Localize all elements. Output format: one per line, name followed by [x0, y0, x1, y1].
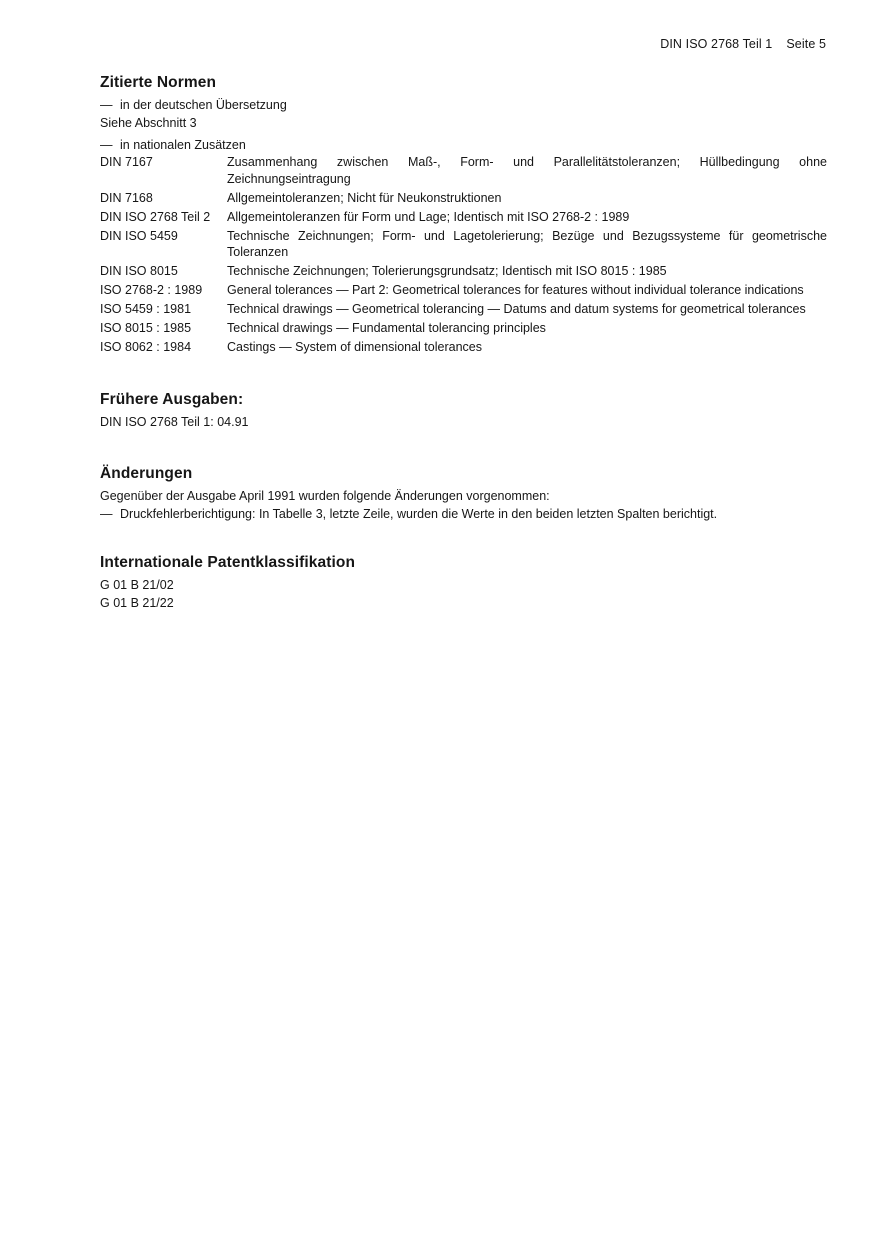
reference-code: DIN ISO 8015 — [100, 264, 178, 278]
reference-title: Allgemeintoleranzen; Nicht für Neukonstruktionen — [227, 190, 502, 205]
document-id: DIN ISO 2768 Teil 1 — [660, 37, 773, 51]
previous-edition-text: DIN ISO 2768 Teil 1: 04.91 — [100, 415, 249, 429]
ipc-code: G 01 B 21/02 — [100, 578, 174, 592]
table-row — [100, 282, 827, 301]
list-item-national — [100, 136, 827, 154]
national-label: in nationalen Zusätzen — [120, 138, 246, 152]
table-row — [100, 339, 827, 358]
heading-zitierte-normen: Zitierte Normen — [100, 74, 217, 91]
reference-code: DIN ISO 5459 — [100, 228, 178, 243]
page-content — [100, 73, 827, 612]
ipc-code: G 01 B 21/22 — [100, 596, 174, 610]
reference-code: DIN 7168 — [100, 190, 153, 205]
reference-title: Technical drawings — Geometrical tolerancing — Datums and datum systems for geometrical tolerances — [227, 302, 806, 316]
reference-title: Technical drawings — Fundamental tolerancing principles — [227, 321, 546, 335]
table-row — [100, 263, 827, 282]
reference-code: ISO 2768-2 : 1989 — [100, 283, 203, 297]
table-row — [100, 209, 827, 228]
heading-patentklassifikation: Internationale Patentklassifikation — [100, 554, 356, 571]
section-patentklassifikation — [100, 553, 827, 612]
dash-marker: — — [100, 98, 113, 112]
dash-marker: — — [100, 507, 113, 521]
table-row — [100, 301, 827, 320]
heading-fruehere-ausgaben: Frühere Ausgaben: — [100, 391, 244, 408]
running-header — [660, 37, 826, 51]
table-row — [100, 228, 827, 264]
reference-title: Zusammenhang zwischen Maß-, Form- und Parallelitätstoleranzen; Hüllbedingung ohne Zeichnungseintragung — [227, 155, 827, 186]
table-row — [100, 320, 827, 339]
section-aenderungen — [100, 464, 827, 523]
reference-title: Technische Zeichnungen; Tolerierungsgrundsatz; Identisch mit ISO 8015 : 1985 — [227, 264, 667, 278]
see-section-note: Siehe Abschnitt 3 — [100, 116, 197, 130]
reference-code: ISO 8015 : 1985 — [100, 321, 192, 335]
reference-code: DIN 7167 — [100, 155, 153, 169]
reference-title: General tolerances — Part 2: Geometrical tolerances for features without individual tolerance indications — [227, 283, 804, 297]
changes-intro: Gegenüber der Ausgabe April 1991 wurden folgende Änderungen vorgenommen: — [100, 489, 550, 503]
reference-code: ISO 8062 : 1984 — [100, 340, 192, 354]
german-translation-label: in der deutschen Übersetzung — [120, 98, 287, 112]
reference-code: DIN ISO 2768 Teil 2 — [100, 209, 211, 224]
reference-title: Allgemeintoleranzen für Form und Lage; Identisch mit ISO 2768-2 : 1989 — [227, 209, 630, 224]
section-fruehere-ausgaben — [100, 390, 827, 431]
reference-title: Castings — System of dimensional tolerances — [227, 340, 482, 354]
reference-title: Technische Zeichnungen; Form- und Lagetolerierung; Bezüge und Bezugssysteme für geometrische Toleranzen — [227, 228, 827, 259]
heading-aenderungen: Änderungen — [100, 465, 193, 482]
table-row — [100, 190, 827, 209]
table-row — [100, 154, 827, 190]
list-item-change — [100, 505, 827, 523]
page-number: Seite 5 — [786, 37, 826, 51]
reference-code: ISO 5459 : 1981 — [100, 302, 192, 316]
dash-marker: — — [100, 138, 113, 152]
list-item-german-translation — [100, 96, 827, 114]
section-zitierte-normen — [100, 73, 827, 358]
change-item-text: Druckfehlerberichtigung: In Tabelle 3, letzte Zeile, wurden die Werte in den beiden letzten Spalten berichtigt. — [120, 507, 718, 521]
references-table — [100, 154, 827, 358]
